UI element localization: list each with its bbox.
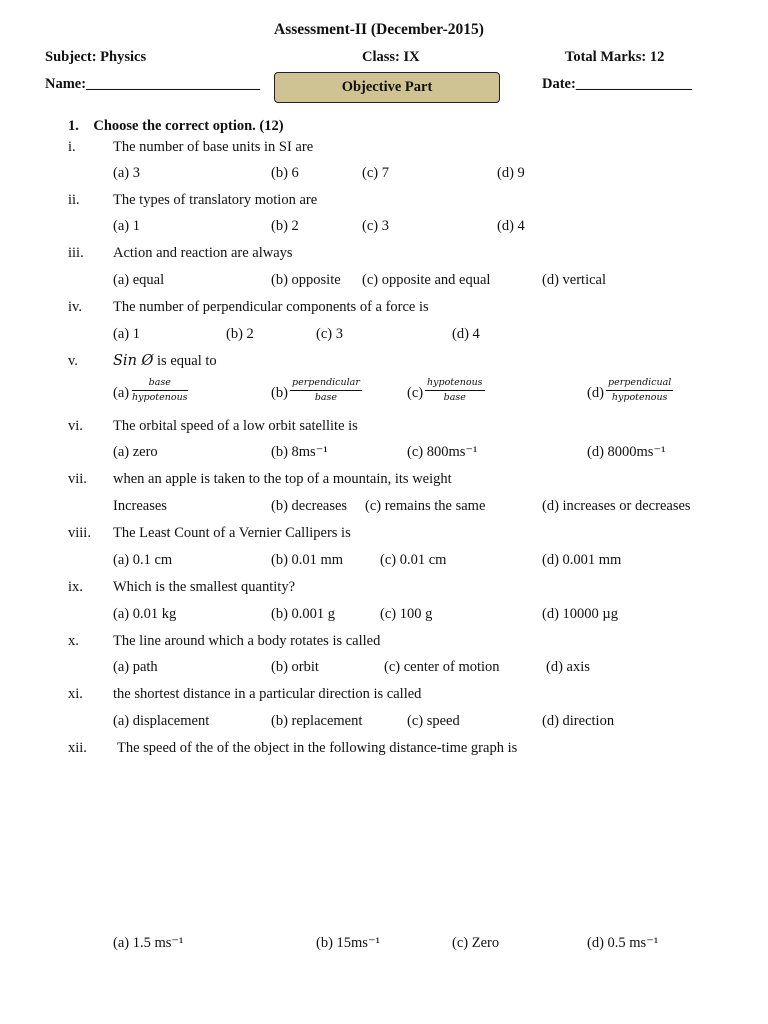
question-text: when an apple is taken to the top of a mountain, its weight (113, 471, 452, 487)
option-a: (a) zero (113, 444, 158, 460)
option-a: (a) 1 (113, 218, 140, 234)
question-number: iii. (68, 245, 84, 261)
question-text: Action and reaction are always (113, 245, 293, 261)
option-c: (c) speed (407, 713, 460, 729)
option-c: (c) remains the same (365, 498, 486, 514)
option-b: (b) 2 (271, 218, 299, 234)
option-c: (c) 100 g (380, 606, 433, 622)
question-number: ix. (68, 579, 83, 595)
name-field: Name:________________________ (45, 76, 261, 92)
option-d: (d) 4 (497, 218, 525, 234)
option-d: (d) direction (542, 713, 615, 729)
option-d: (d) vertical (542, 272, 607, 288)
page-title: Assessment-II (December-2015) (274, 21, 484, 38)
option-a-label: (a) (113, 385, 130, 401)
option-c: (c) Zero (452, 935, 500, 951)
option-c: (c) 800ms⁻¹ (407, 444, 478, 460)
option-c: (c) 7 (362, 165, 389, 181)
option-c: (c) 3 (362, 218, 389, 234)
total-marks-label: Total Marks: 12 (565, 49, 665, 65)
question-number: i. (68, 139, 76, 155)
question-number: xi. (68, 686, 83, 702)
question-text: The speed of the of the object in the following distance-time graph is (117, 740, 518, 756)
option-c: (c) center of motion (384, 659, 500, 675)
question-number: ii. (68, 192, 80, 208)
option-d: (d) 4 (452, 326, 480, 342)
option-b: (b) orbit (271, 659, 319, 675)
option-b: (b) 15ms⁻¹ (316, 935, 380, 951)
option-a: (a) path (113, 659, 158, 675)
date-field: Date:________________ (542, 76, 692, 92)
option-b-fraction (290, 378, 362, 404)
question-number: vi. (68, 418, 83, 434)
question-text: The line around which a body rotates is called (113, 633, 381, 649)
option-b: (b) 0.001 g (271, 606, 336, 622)
denominator: hypotenous (611, 392, 668, 404)
question-text: The orbital speed of a low orbit satellite is (113, 418, 358, 434)
objective-part-box: Objective Part (274, 72, 500, 103)
option-c-label: (c) (407, 385, 424, 401)
option-b: (b) 2 (226, 326, 254, 342)
option-a: Increases (113, 498, 167, 514)
question-text: The number of base units in SI are (113, 139, 314, 155)
option-a: (a) 1.5 ms⁻¹ (113, 935, 184, 951)
option-a: (a) 0.1 cm (113, 552, 173, 568)
question-number: v. (68, 353, 78, 369)
option-b: (b) opposite (271, 272, 341, 288)
option-d: (d) 9 (497, 165, 525, 181)
option-c: (c) 3 (316, 326, 343, 342)
option-d-label: (d) (587, 385, 604, 401)
option-a: (a) 3 (113, 165, 140, 181)
question-text: Which is the smallest quantity? (113, 579, 296, 595)
denominator: base (314, 392, 338, 404)
denominator: hypotenous (132, 392, 188, 404)
option-d: (d) 0.5 ms⁻¹ (587, 935, 659, 951)
question-text: the shortest distance in a particular direction is called (113, 686, 422, 702)
class-label: Class: IX (362, 49, 420, 65)
option-d-fraction (606, 378, 673, 404)
question-text (113, 354, 217, 369)
section-heading: 1. Choose the correct option. (12) (68, 118, 284, 134)
question-number: xii. (68, 740, 87, 756)
option-d: (d) axis (546, 659, 590, 675)
question-text-rest: is equal to (153, 353, 217, 369)
question-text: The types of translatory motion are (113, 192, 318, 208)
numerator: hypotenous (425, 378, 485, 391)
option-c: (c) 0.01 cm (380, 552, 447, 568)
sin-phi-expression: Sin Ø (113, 353, 154, 369)
option-d: (d) increases or decreases (542, 498, 691, 514)
option-a: (a) 1 (113, 326, 140, 342)
option-b: (b) 6 (271, 165, 299, 181)
question-number: x. (68, 633, 79, 649)
option-d: (d) 0.001 mm (542, 552, 622, 568)
numerator: perpendicual (606, 378, 673, 391)
option-c-fraction (425, 378, 485, 404)
option-a: (a) equal (113, 272, 165, 288)
option-b: (b) 8ms⁻¹ (271, 444, 328, 460)
question-number: vii. (68, 471, 87, 487)
question-number: viii. (68, 525, 91, 541)
option-a: (a) 0.01 kg (113, 606, 177, 622)
question-text: The Least Count of a Vernier Callipers is (113, 525, 351, 541)
numerator: base (132, 378, 188, 391)
numerator: perpendicular (290, 378, 362, 391)
option-b: (b) replacement (271, 713, 363, 729)
denominator: base (443, 392, 466, 404)
subject-label: Subject: Physics (45, 49, 147, 65)
option-d: (d) 8000ms⁻¹ (587, 444, 666, 460)
option-a-fraction (132, 378, 188, 404)
question-text: The number of perpendicular components of a force is (113, 299, 429, 315)
option-d: (d) 10000 µg (542, 606, 619, 622)
question-number: iv. (68, 299, 82, 315)
option-c: (c) opposite and equal (362, 272, 491, 288)
option-b: (b) decreases (271, 498, 348, 514)
option-b: (b) 0.01 mm (271, 552, 344, 568)
option-a: (a) displacement (113, 713, 210, 729)
option-b-label: (b) (271, 385, 288, 401)
